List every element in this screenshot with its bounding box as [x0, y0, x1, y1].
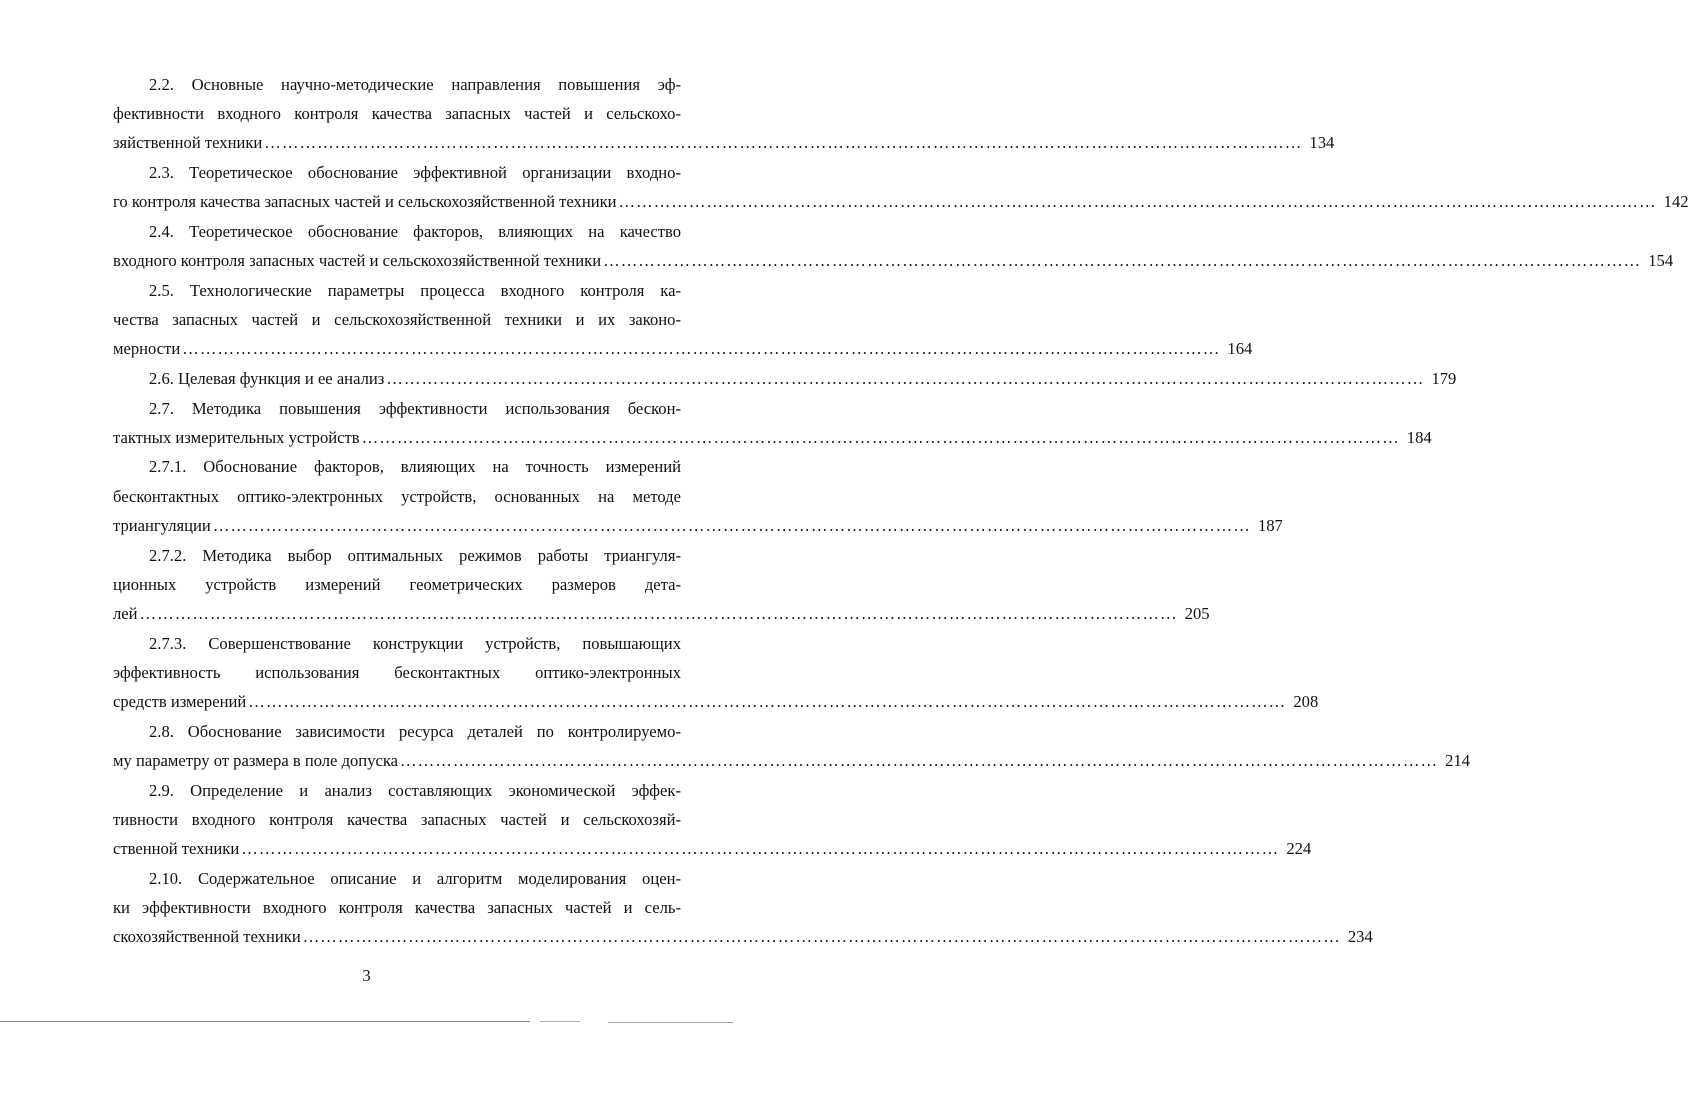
scan-edge-line — [0, 1021, 530, 1022]
toc-entry-text: лей — [113, 603, 138, 623]
toc-page-number: 164 — [1227, 339, 1253, 359]
toc-entry-text: 2.3. Теоретическое обоснование эффективной организации входно- — [149, 163, 681, 183]
dot-leader: …………………………………………………………………………………………………………………………………………………………… — [386, 368, 1425, 388]
toc-entry-text: 2.7.3. Совершенствование конструкции устройств, повышающих — [149, 633, 681, 653]
toc-entry-text: го контроля качества запасных частей и сельскохозяйственной техники — [113, 192, 617, 212]
toc-entry-text: зяйственной техники — [113, 133, 263, 153]
toc-entry-text: скохозяйственной техники — [113, 926, 301, 946]
scan-edge-line — [540, 1021, 580, 1022]
toc-page-number: 184 — [1406, 427, 1432, 447]
toc-entry — [113, 452, 1283, 540]
dot-leader: …………………………………………………………………………………………………………………………………………………………… — [302, 926, 1341, 946]
dot-leader: …………………………………………………………………………………………………………………………………………………………… — [361, 427, 1400, 447]
toc-entry — [113, 541, 1210, 629]
toc-entry-text: 2.8. Обоснование зависимости ресурса деталей по контролируемо- — [149, 721, 681, 741]
toc-entry-text: 2.9. Определение и анализ составляющих экономической эффек- — [149, 780, 681, 800]
dot-leader: …………………………………………………………………………………………………………………………………………………………… — [618, 192, 1657, 212]
toc-entry — [113, 158, 1689, 216]
dot-leader: …………………………………………………………………………………………………………………………………………………………… — [182, 339, 1221, 359]
toc-entry-text: ки эффективности входного контроля качества запасных частей и сель- — [113, 897, 681, 917]
toc-page-number: 179 — [1431, 368, 1457, 388]
toc-entry — [113, 70, 1335, 158]
toc-page-number: 187 — [1257, 515, 1283, 535]
toc-entry — [113, 776, 1312, 864]
toc-page-number: 154 — [1648, 251, 1674, 271]
toc-entry-text: триангуляции — [113, 515, 211, 535]
toc-entry-text: 2.7. Методика повышения эффективности использования бескон- — [149, 398, 681, 418]
toc-entry — [113, 717, 1471, 775]
toc-page-number: 224 — [1286, 838, 1312, 858]
dot-leader: …………………………………………………………………………………………………………………………………………………………… — [248, 691, 1287, 711]
toc-entry-text: ственной техники — [113, 838, 240, 858]
toc-page-number: 234 — [1347, 926, 1373, 946]
dot-leader: …………………………………………………………………………………………………………………………………………………………… — [264, 133, 1303, 153]
toc-entry-text: 2.7.1. Обоснование факторов, влияющих на точность измерений — [149, 457, 681, 477]
toc-entry-text: 2.4. Теоретическое обоснование факторов, влияющих на качество — [149, 221, 681, 241]
toc-entry-text: 2.7.2. Методика выбор оптимальных режимов работы триангуля- — [149, 545, 681, 565]
scan-edge-line — [608, 1022, 733, 1023]
toc-entry-text: фективности входного контроля качества запасных частей и сельскохо- — [113, 104, 681, 124]
toc-entry-text: му параметру от размера в поле допуска — [113, 750, 399, 770]
toc-entry-text: ционных устройств измерений геометрических размеров дета- — [113, 574, 681, 594]
toc-page-number: 214 — [1445, 750, 1471, 770]
toc-entry — [113, 394, 1432, 452]
toc-entry-text: эффективность использования бесконтактных оптико-электронных — [113, 662, 681, 682]
table-of-contents — [113, 70, 1689, 951]
dot-leader: …………………………………………………………………………………………………………………………………………………………… — [241, 838, 1280, 858]
dot-leader: …………………………………………………………………………………………………………………………………………………………… — [400, 750, 1439, 770]
toc-entry — [113, 629, 1319, 717]
dot-leader: …………………………………………………………………………………………………………………………………………………………… — [139, 603, 1178, 623]
toc-entry — [113, 217, 1674, 275]
toc-entry — [113, 864, 1373, 952]
page-number: 3 — [362, 966, 371, 985]
toc-entry — [113, 276, 1253, 364]
toc-page-number: 205 — [1184, 603, 1210, 623]
toc-entry-text: 2.6. Целевая функция и ее анализ — [149, 368, 385, 388]
toc-page-number: 134 — [1309, 133, 1335, 153]
toc-entry-text: бесконтактных оптико-электронных устройств, основанных на методе — [113, 486, 681, 506]
toc-entry-text: мерности — [113, 339, 181, 359]
toc-entry-text: тактных измерительных устройств — [113, 427, 360, 447]
dot-leader: …………………………………………………………………………………………………………………………………………………………… — [603, 251, 1642, 271]
dot-leader: …………………………………………………………………………………………………………………………………………………………… — [212, 515, 1251, 535]
toc-entry — [113, 364, 1457, 393]
toc-page-number: 142 — [1663, 192, 1689, 212]
toc-page-number: 208 — [1293, 691, 1319, 711]
toc-entry-text: входного контроля запасных частей и сельскохозяйственной техники — [113, 251, 602, 271]
toc-entry-text: средств измерений — [113, 691, 247, 711]
toc-entry-text: 2.10. Содержательное описание и алгоритм моделирования оцен- — [149, 868, 681, 888]
toc-entry-text: тивности входного контроля качества запасных частей и сельскохозяй- — [113, 809, 681, 829]
toc-entry-text: 2.2. Основные научно-методические направления повышения эф- — [149, 75, 681, 94]
toc-entry-text: 2.5. Технологические параметры процесса входного контроля ка- — [149, 280, 681, 300]
toc-entry-text: чества запасных частей и сельскохозяйственной техники и их законо- — [113, 310, 681, 329]
